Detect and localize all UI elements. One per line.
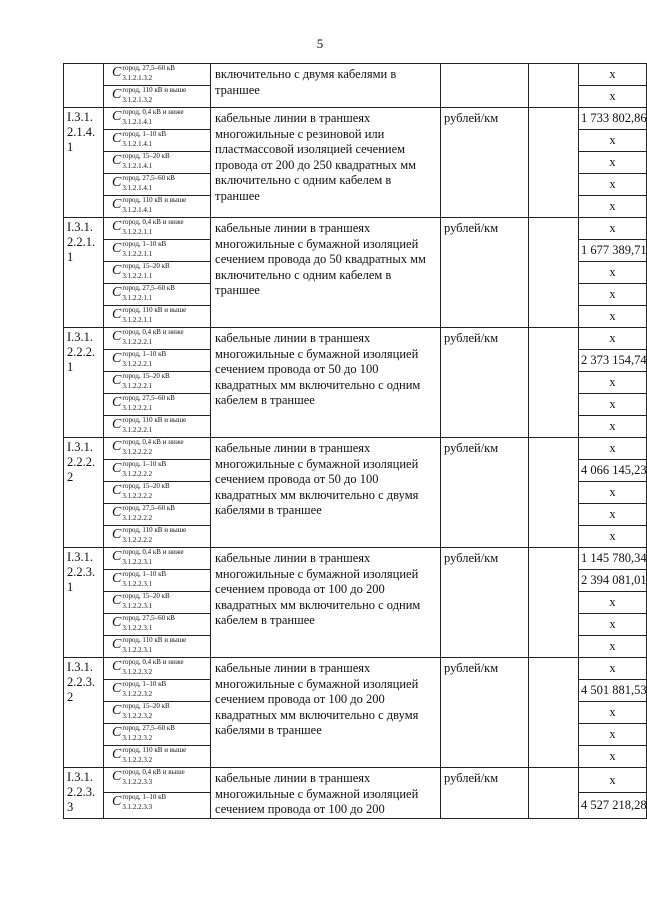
tariff-value: 1 677 389,71 (579, 240, 647, 262)
tariff-symbol (104, 548, 211, 570)
symbol-superscript: город, 15–20 кВ (122, 152, 170, 160)
symbol-superscript: город, 15–20 кВ (122, 262, 170, 270)
symbol-subscript: 3.1.2.2.3.1 (122, 580, 153, 588)
symbol-superscript: город, 110 кВ и выше (122, 306, 187, 314)
symbol-superscript: город, 1–10 кВ (122, 130, 167, 138)
symbol-subscript: 3.1.2.2.3.1 (122, 558, 153, 566)
tariff-value: x (579, 768, 647, 793)
unit-of-measure: рублей/км (441, 218, 529, 328)
tariff-symbol (104, 658, 211, 680)
tariff-value: x (579, 746, 647, 768)
symbol-subscript: 3.1.2.2.3.1 (122, 624, 153, 632)
symbol-subscript: 3.1.2.2.1.1 (122, 272, 153, 280)
empty-cell (529, 658, 579, 768)
symbol-subscript: 3.1.2.2.3.2 (122, 668, 153, 676)
symbol-letter: C (112, 505, 122, 520)
symbol-superscript: город, 27,5–60 кВ (122, 394, 175, 402)
tariff-value: x (579, 416, 647, 438)
tariff-value: x (579, 306, 647, 328)
symbol-letter: C (112, 351, 122, 366)
symbol-letter: C (112, 637, 122, 652)
tariff-symbol (104, 152, 211, 174)
symbol-letter: C (112, 794, 122, 810)
symbol-subscript: 3.1.2.1.4.1 (122, 184, 153, 192)
symbol-subscript: 3.1.2.2.2.1 (122, 382, 153, 390)
item-description: кабельные линии в траншеях многожильные с бумажной изоляцией сечением провода от 50 до 100 квадратных мм включительно с двумя кабелями в траншее (211, 438, 441, 548)
tariff-symbol (104, 460, 211, 482)
symbol-letter: C (112, 307, 122, 322)
symbol-subscript: 3.1.2.2.1.1 (122, 250, 153, 258)
item-description: кабельные линии в траншеях многожильные с бумажной изоляцией сечением провода от 50 до 100 квадратных мм включительно с одним кабелем в траншее (211, 328, 441, 438)
symbol-letter: C (112, 329, 122, 344)
tariff-value: x (579, 526, 647, 548)
item-description: кабельные линии в траншеях многожильные с бумажной изоляцией сечением провода от 100 до 200 квадратных мм включительно с одним кабелем в траншее (211, 548, 441, 658)
symbol-subscript: 3.1.2.2.3.3 (122, 803, 153, 812)
symbol-letter: C (112, 131, 122, 146)
symbol-letter: C (112, 461, 122, 476)
tariff-value: x (579, 196, 647, 218)
page-number: 5 (316, 36, 324, 51)
tariff-table-body (64, 64, 647, 819)
symbol-superscript: город, 1–10 кВ (122, 240, 167, 248)
tariff-symbol (104, 592, 211, 614)
item-code: I.3.1. 2.2.1. 1 (64, 218, 104, 328)
tariff-value: x (579, 86, 647, 108)
symbol-superscript: город, 110 кВ и выше (122, 746, 187, 754)
item-code: I.3.1. 2.2.2. 2 (64, 438, 104, 548)
symbol-letter: C (112, 87, 122, 102)
table-row (64, 548, 647, 570)
symbol-superscript: город, 27,5–60 кВ (122, 284, 175, 292)
symbol-superscript: город, 110 кВ и выше (122, 636, 187, 644)
table-row (64, 768, 647, 793)
empty-cell (529, 438, 579, 548)
tariff-symbol (104, 746, 211, 768)
symbol-superscript: город, 110 кВ и выше (122, 526, 187, 534)
symbol-letter: C (112, 285, 122, 300)
tariff-value: 1 145 780,34 (579, 548, 647, 570)
tariff-symbol (104, 240, 211, 262)
tariff-value: x (579, 394, 647, 416)
symbol-subscript: 3.1.2.1.4.1 (122, 206, 153, 214)
tariff-symbol (104, 416, 211, 438)
tariff-symbol (104, 504, 211, 526)
symbol-subscript: 3.1.2.1.4.1 (122, 162, 153, 170)
empty-cell (529, 768, 579, 819)
tariff-symbol (104, 614, 211, 636)
tariff-value: x (579, 614, 647, 636)
symbol-superscript: город, 27,5–60 кВ (122, 724, 175, 732)
symbol-subscript: 3.1.2.2.1.1 (122, 316, 153, 324)
item-description: кабельные линии в траншеях многожильные с бумажной изоляцией сечением провода до 50 квадратных мм включительно с одним кабелем в траншее (211, 218, 441, 328)
symbol-superscript: город, 1–10 кВ (122, 460, 167, 468)
tariff-symbol (104, 130, 211, 152)
tariff-value: x (579, 152, 647, 174)
tariff-value: 4 501 881,53 (579, 680, 647, 702)
tariff-value: x (579, 592, 647, 614)
tariff-value: x (579, 636, 647, 658)
tariff-symbol (104, 526, 211, 548)
symbol-subscript: 3.1.2.2.3.2 (122, 756, 153, 764)
item-description: кабельные линии в траншеях многожильные с резиновой или пластмассовой изоляцией сечением провода от 200 до 250 квадратных мм включительно с одним кабелем в траншее (211, 108, 441, 218)
empty-cell (529, 548, 579, 658)
tariff-value: x (579, 130, 647, 152)
item-code (64, 64, 104, 108)
symbol-letter: C (112, 241, 122, 256)
symbol-subscript: 3.1.2.2.2.2 (122, 514, 153, 522)
table-row (64, 218, 647, 240)
symbol-subscript: 3.1.2.1.3.2 (122, 96, 153, 104)
symbol-letter: C (112, 219, 122, 234)
symbol-letter: C (112, 153, 122, 168)
symbol-letter: C (112, 549, 122, 564)
tariff-value: 4 527 218,28 (579, 793, 647, 818)
symbol-letter: C (112, 703, 122, 718)
symbol-subscript: 3.1.2.2.3.1 (122, 602, 153, 610)
symbol-superscript: город, 0,4 кВ и ниже (122, 438, 184, 446)
symbol-letter: C (112, 439, 122, 454)
tariff-value: x (579, 218, 647, 240)
tariff-value: x (579, 482, 647, 504)
symbol-letter: C (112, 571, 122, 586)
symbol-letter: C (112, 725, 122, 740)
item-description: кабельные линии в траншеях многожильные с бумажной изоляцией сечением провода от 100 до 200 (211, 768, 441, 819)
symbol-letter: C (112, 747, 122, 762)
tariff-value: x (579, 658, 647, 680)
symbol-subscript: 3.1.2.2.2.2 (122, 448, 153, 456)
tariff-symbol (104, 284, 211, 306)
symbol-superscript: город, 15–20 кВ (122, 702, 170, 710)
unit-of-measure: рублей/км (441, 548, 529, 658)
tariff-symbol (104, 218, 211, 240)
tariff-value: 4 066 145,23 (579, 460, 647, 482)
symbol-subscript: 3.1.2.2.3.2 (122, 734, 153, 742)
item-description: кабельные линии в траншеях многожильные с бумажной изоляцией сечением провода от 100 до 200 квадратных мм включительно с двумя кабелями в траншее (211, 658, 441, 768)
symbol-subscript: 3.1.2.2.3.2 (122, 690, 153, 698)
tariff-symbol (104, 64, 211, 86)
item-code: I.3.1. 2.2.3. 2 (64, 658, 104, 768)
symbol-superscript: город, 0,4 кВ и ниже (122, 328, 184, 336)
unit-of-measure: рублей/км (441, 658, 529, 768)
symbol-subscript: 3.1.2.2.3.3 (122, 778, 153, 786)
symbol-letter: C (112, 659, 122, 674)
tariff-value: 1 733 802,86 (579, 108, 647, 130)
tariff-value: x (579, 262, 647, 284)
symbol-letter: C (112, 395, 122, 410)
unit-of-measure: рублей/км (441, 438, 529, 548)
symbol-subscript: 3.1.2.1.4.1 (122, 140, 153, 148)
symbol-superscript: город, 27,5–60 кВ (122, 614, 175, 622)
tariff-value: x (579, 372, 647, 394)
item-description: включительно с двумя кабелями в траншее (211, 64, 441, 108)
unit-of-measure: рублей/км (441, 328, 529, 438)
empty-cell (529, 218, 579, 328)
symbol-superscript: город, 15–20 кВ (122, 592, 170, 600)
tariff-value: 2 394 081,01 (579, 570, 647, 592)
symbol-superscript: город, 1–10 кВ (122, 793, 167, 802)
unit-of-measure (441, 64, 529, 108)
tariff-symbol (104, 724, 211, 746)
table-row (64, 438, 647, 460)
item-code: I.3.1. 2.1.4. 1 (64, 108, 104, 218)
symbol-superscript: город, 0,4 кВ и ниже (122, 658, 184, 666)
empty-cell (529, 108, 579, 218)
item-code: I.3.1. 2.2.2. 1 (64, 328, 104, 438)
symbol-subscript: 3.1.2.2.2.2 (122, 536, 153, 544)
symbol-subscript: 3.1.2.2.2.1 (122, 360, 153, 368)
symbol-letter: C (112, 527, 122, 542)
symbol-superscript: город, 27,5–60 кВ (122, 64, 175, 72)
symbol-letter: C (112, 417, 122, 432)
tariff-symbol (104, 394, 211, 416)
symbol-superscript: город, 1–10 кВ (122, 570, 167, 578)
symbol-superscript: город, 110 кВ и выше (122, 196, 187, 204)
symbol-subscript: 3.1.2.2.1.1 (122, 228, 153, 236)
tariff-symbol (104, 482, 211, 504)
symbol-superscript: город, 110 кВ и выше (122, 416, 187, 424)
tariff-table (63, 63, 647, 819)
symbol-superscript: город, 0,4 кВ и выше (122, 768, 185, 776)
symbol-subscript: 3.1.2.2.3.1 (122, 646, 153, 654)
tariff-symbol (104, 328, 211, 350)
tariff-value: x (579, 328, 647, 350)
symbol-superscript: город, 0,4 кВ и ниже (122, 548, 184, 556)
tariff-symbol (104, 86, 211, 108)
tariff-symbol (104, 793, 211, 818)
symbol-letter: C (112, 769, 122, 784)
item-code: I.3.1. 2.2.3. 3 (64, 768, 104, 819)
tariff-symbol (104, 108, 211, 130)
tariff-symbol (104, 306, 211, 328)
symbol-superscript: город, 0,4 кВ и ниже (122, 108, 184, 116)
table-row (64, 658, 647, 680)
symbol-subscript: 3.1.2.2.2.1 (122, 338, 153, 346)
symbol-letter: C (112, 109, 122, 124)
symbol-superscript: город, 1–10 кВ (122, 680, 167, 688)
symbol-letter: C (112, 483, 122, 498)
symbol-letter: C (112, 197, 122, 212)
tariff-symbol (104, 196, 211, 218)
tariff-value: x (579, 174, 647, 196)
tariff-value: x (579, 724, 647, 746)
tariff-symbol (104, 570, 211, 592)
empty-cell (529, 64, 579, 108)
symbol-subscript: 3.1.2.2.3.2 (122, 712, 153, 720)
symbol-superscript: город, 27,5–60 кВ (122, 174, 175, 182)
symbol-letter: C (112, 175, 122, 190)
symbol-superscript: город, 15–20 кВ (122, 482, 170, 490)
symbol-letter: C (112, 615, 122, 630)
tariff-symbol (104, 636, 211, 658)
unit-of-measure: рублей/км (441, 108, 529, 218)
tariff-symbol (104, 438, 211, 460)
unit-of-measure: рублей/км (441, 768, 529, 819)
tariff-value: x (579, 702, 647, 724)
tariff-symbol (104, 768, 211, 793)
symbol-subscript: 3.1.2.2.1.1 (122, 294, 153, 302)
symbol-letter: C (112, 263, 122, 278)
symbol-subscript: 3.1.2.2.2.2 (122, 492, 153, 500)
symbol-superscript: город, 110 кВ и выше (122, 86, 187, 94)
tariff-symbol (104, 680, 211, 702)
tariff-symbol (104, 262, 211, 284)
symbol-superscript: город, 15–20 кВ (122, 372, 170, 380)
symbol-subscript: 3.1.2.2.2.1 (122, 426, 153, 434)
symbol-superscript: город, 0,4 кВ и ниже (122, 218, 184, 226)
symbol-subscript: 3.1.2.1.4.1 (122, 118, 153, 126)
symbol-subscript: 3.1.2.2.2.2 (122, 470, 153, 478)
tariff-symbol (104, 372, 211, 394)
tariff-value: x (579, 504, 647, 526)
symbol-subscript: 3.1.2.1.3.2 (122, 74, 153, 82)
tariff-symbol (104, 350, 211, 372)
symbol-letter: C (112, 373, 122, 388)
empty-cell (529, 328, 579, 438)
tariff-symbol (104, 174, 211, 196)
tariff-symbol (104, 702, 211, 724)
symbol-letter: C (112, 65, 122, 80)
tariff-value: 2 373 154,74 (579, 350, 647, 372)
symbol-superscript: город, 1–10 кВ (122, 350, 167, 358)
tariff-value: x (579, 64, 647, 86)
symbol-superscript: город, 27,5–60 кВ (122, 504, 175, 512)
tariff-value: x (579, 284, 647, 306)
table-row (64, 64, 647, 86)
tariff-value: x (579, 438, 647, 460)
item-code: I.3.1. 2.2.3. 1 (64, 548, 104, 658)
symbol-subscript: 3.1.2.2.2.1 (122, 404, 153, 412)
table-row (64, 108, 647, 130)
symbol-letter: C (112, 593, 122, 608)
symbol-letter: C (112, 681, 122, 696)
table-row (64, 328, 647, 350)
